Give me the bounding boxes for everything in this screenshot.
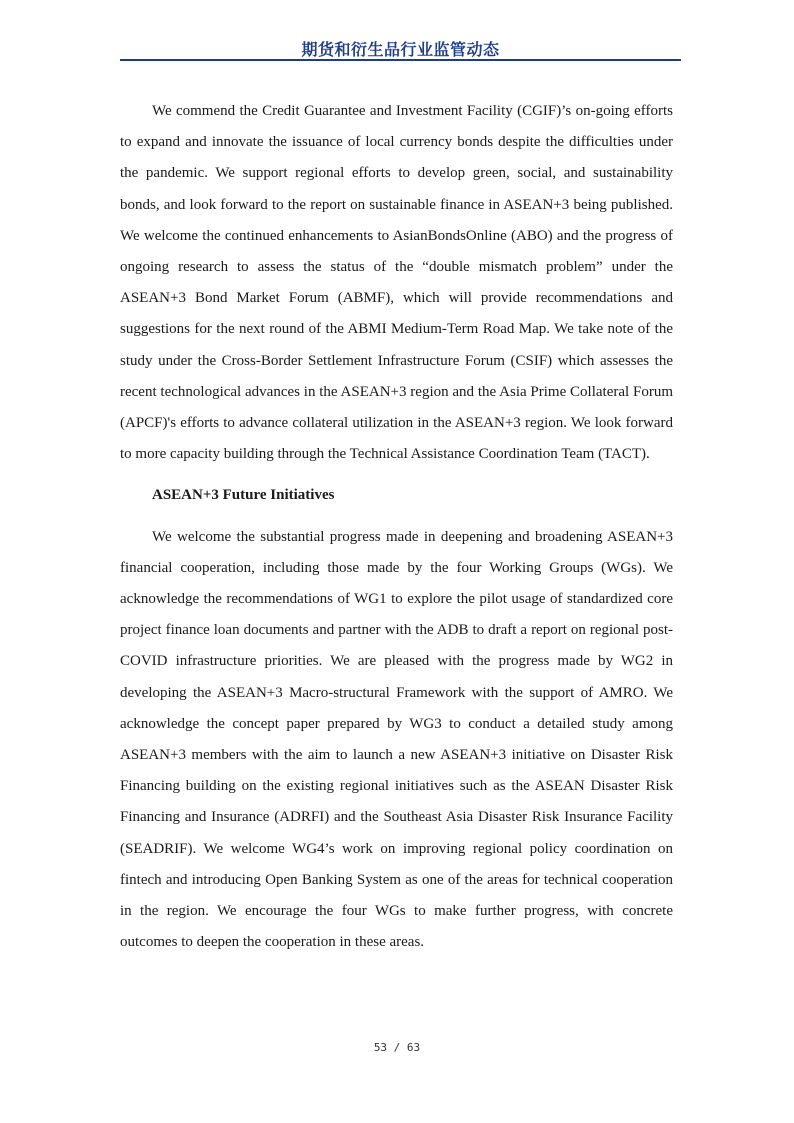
section-heading: ASEAN+3 Future Initiatives	[152, 487, 335, 504]
paragraph-cgif-bond-markets: We commend the Credit Guarantee and Investment Facility (CGIF)’s on-going efforts to expand and innovate the issuance of local currency bonds despite the difficulties under the pandemic. We support regional efforts to develop green, social, and sustainability bonds, and look forward to the report on sustainable finance in ASEAN+3 being published. We welcome the continued enhancements to AsianBondsOnline (ABO) and the progress of ongoing research to assess the status of the “double mismatch problem” under the ASEAN+3 Bond Market Forum (ABMF), which will provide recommendations and suggestions for the next round of the ABMI Medium-Term Road Map. We take note of the study under the Cross-Border Settlement Infrastructure Forum (CSIF) which assesses the recent technological advances in the ASEAN+3 region and the Asia Prime Collateral Forum (APCF)'s efforts to advance collateral utilization in the ASEAN+3 region. We look forward to more capacity building through the Technical Assistance Coordination Team (TACT).	[120, 103, 673, 463]
document-body	[120, 96, 673, 958]
page-number: 53 / 63	[373, 1041, 421, 1054]
header-divider	[120, 59, 681, 61]
header-title: 期货和衍生品行业监管动态	[301, 40, 500, 59]
paragraph-future-initiatives: We welcome the substantial progress made in deepening and broadening ASEAN+3 financial cooperation, including those made by the four Working Groups (WGs). We acknowledge the recommendations of WG1 to explore the pilot usage of standardized core project finance loan documents and partner with the ADB to draft a report on regional post-COVID infrastructure priorities. We are pleased with the progress made by WG2 in developing the ASEAN+3 Macro-structural Framework with the support of AMRO. We acknowledge the concept paper prepared by WG3 to conduct a detailed study among ASEAN+3 members with the aim to launch a new ASEAN+3 initiative on Disaster Risk Financing building on the existing regional initiatives such as the ASEAN Disaster Risk Financing and Insurance (ADRFI) and the Southeast Asia Disaster Risk Insurance Facility (SEADRIF). We welcome WG4’s work on improving regional policy coordination on fintech and introducing Open Banking System as one of the areas for technical cooperation in the region. We encourage the four WGs to make further progress, with concrete outcomes to deepen the cooperation in these areas.	[120, 528, 673, 951]
